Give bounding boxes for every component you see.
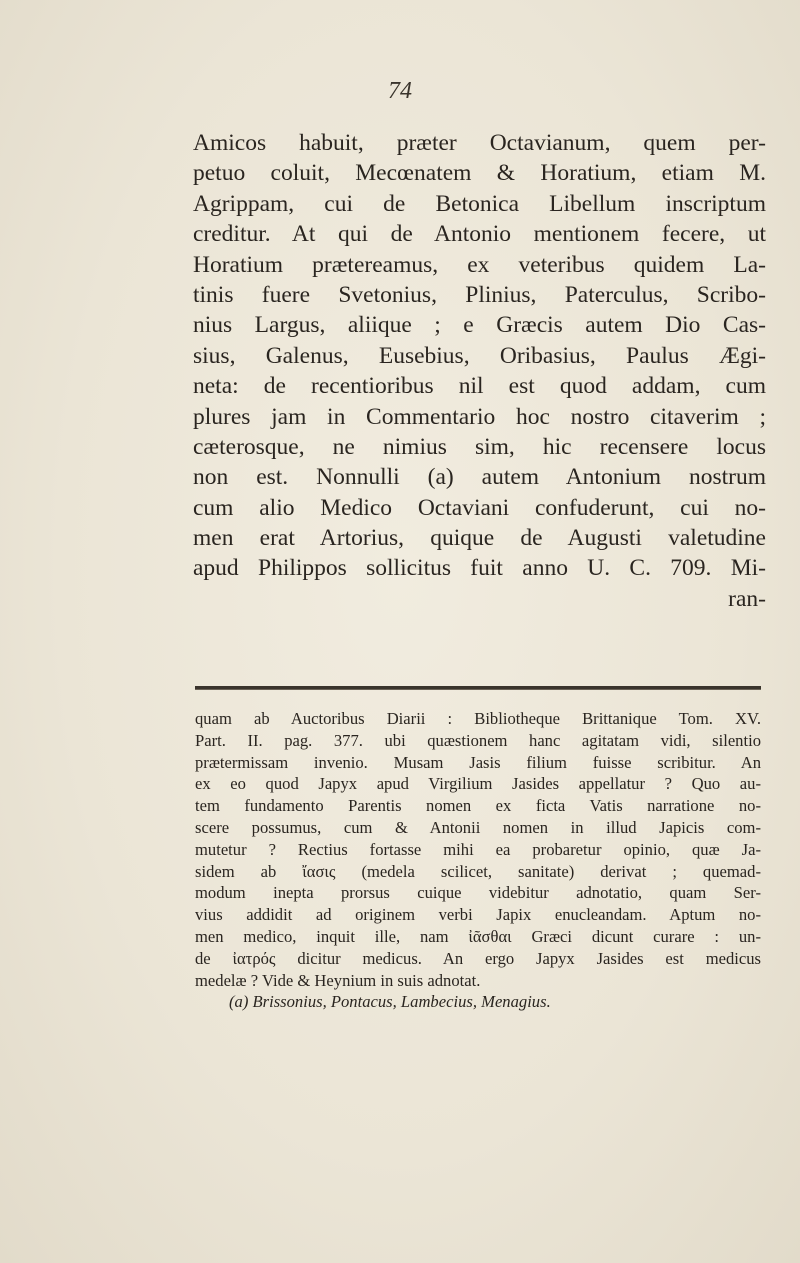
text-line: apud Philippos sollicitus fuit anno U. C. 709. Mi- [193, 555, 766, 582]
text-line: creditur. At qui de Antonio mentionem fecere, ut [193, 221, 766, 248]
footnote-line: mutetur ? Rectius fortasse mihi ea probaretur opinio, quæ Ja- [195, 839, 761, 859]
footnote-reference: (a) Brissonius, Pontacus, Lambecius, Menagius. [229, 992, 551, 1012]
text-line: Amicos habuit, præter Octavianum, quem per- [193, 130, 766, 156]
footnote-line: medelæ ? Vide & Heynium in suis adnotat. [195, 970, 481, 990]
footnote-line: prætermissam invenio. Musam Jasis filium fuisse scribitur. An [195, 752, 761, 772]
text-line: Agrippam, cui de Betonica Libellum inscriptum [193, 190, 766, 217]
main-text [193, 128, 766, 614]
footnote-line: Part. II. pag. 377. ubi quæstionem hanc agitatam vidi, silentio [195, 730, 761, 750]
text-line: petuo coluit, Mecœnatem & Horatium, etiam M. [193, 160, 766, 187]
footnote-line: quam ab Auctoribus Diarii : Bibliotheque Brittanique Tom. XV. [195, 709, 761, 728]
text-line: tinis fuere Svetonius, Plinius, Paterculus, Scribo- [193, 281, 766, 308]
footnote-divider [195, 686, 761, 690]
footnote-line: men medico, inquit ille, nam ἰᾶσθαι Græci dicunt curare : un- [195, 926, 761, 946]
footnote [195, 708, 761, 1013]
text-line: men erat Artorius, quique de Augusti valetudine [193, 525, 766, 552]
text-line: non est. Nonnulli (a) autem Antonium nostrum [193, 464, 766, 491]
text-line: cum alio Medico Octaviani confuderunt, cui no- [193, 494, 766, 521]
footnote-line: vius addidit ad originem verbi Japix enucleandam. Aptum no- [195, 905, 761, 925]
text-line: sius, Galenus, Eusebius, Oribasius, Paulus Ægi- [193, 342, 766, 369]
catchword: ran- [728, 585, 766, 612]
text-line: Horatium prætereamus, ex veteribus quidem La- [193, 251, 766, 278]
page-number: 74 [388, 78, 412, 104]
footnote-line: sidem ab ἴασις (medela scilicet, sanitate) derivat ; quemad- [195, 861, 761, 881]
text-line: plures jam in Commentario hoc nostro citaverim ; [193, 403, 766, 430]
footnote-line: scere possumus, cum & Antonii nomen in illud Japicis com- [195, 817, 761, 837]
text-line: cæterosque, ne nimius sim, hic recensere locus [193, 433, 766, 460]
footnote-line: de ἰατρός dicitur medicus. An ergo Japyx Jasides est medicus [195, 948, 761, 968]
text-line: neta: de recentioribus nil est quod addam, cum [193, 373, 766, 400]
text-line: nius Largus, aliique ; e Græcis autem Dio Cas- [193, 312, 766, 339]
footnote-line: modum inepta prorsus cuique videbitur adnotatio, quam Ser- [195, 883, 761, 903]
footnote-line: ex eo quod Japyx apud Virgilium Jasides appellatur ? Quo au- [195, 774, 761, 794]
footnote-line: tem fundamento Parentis nomen ex ficta Vatis narratione no- [195, 796, 761, 816]
